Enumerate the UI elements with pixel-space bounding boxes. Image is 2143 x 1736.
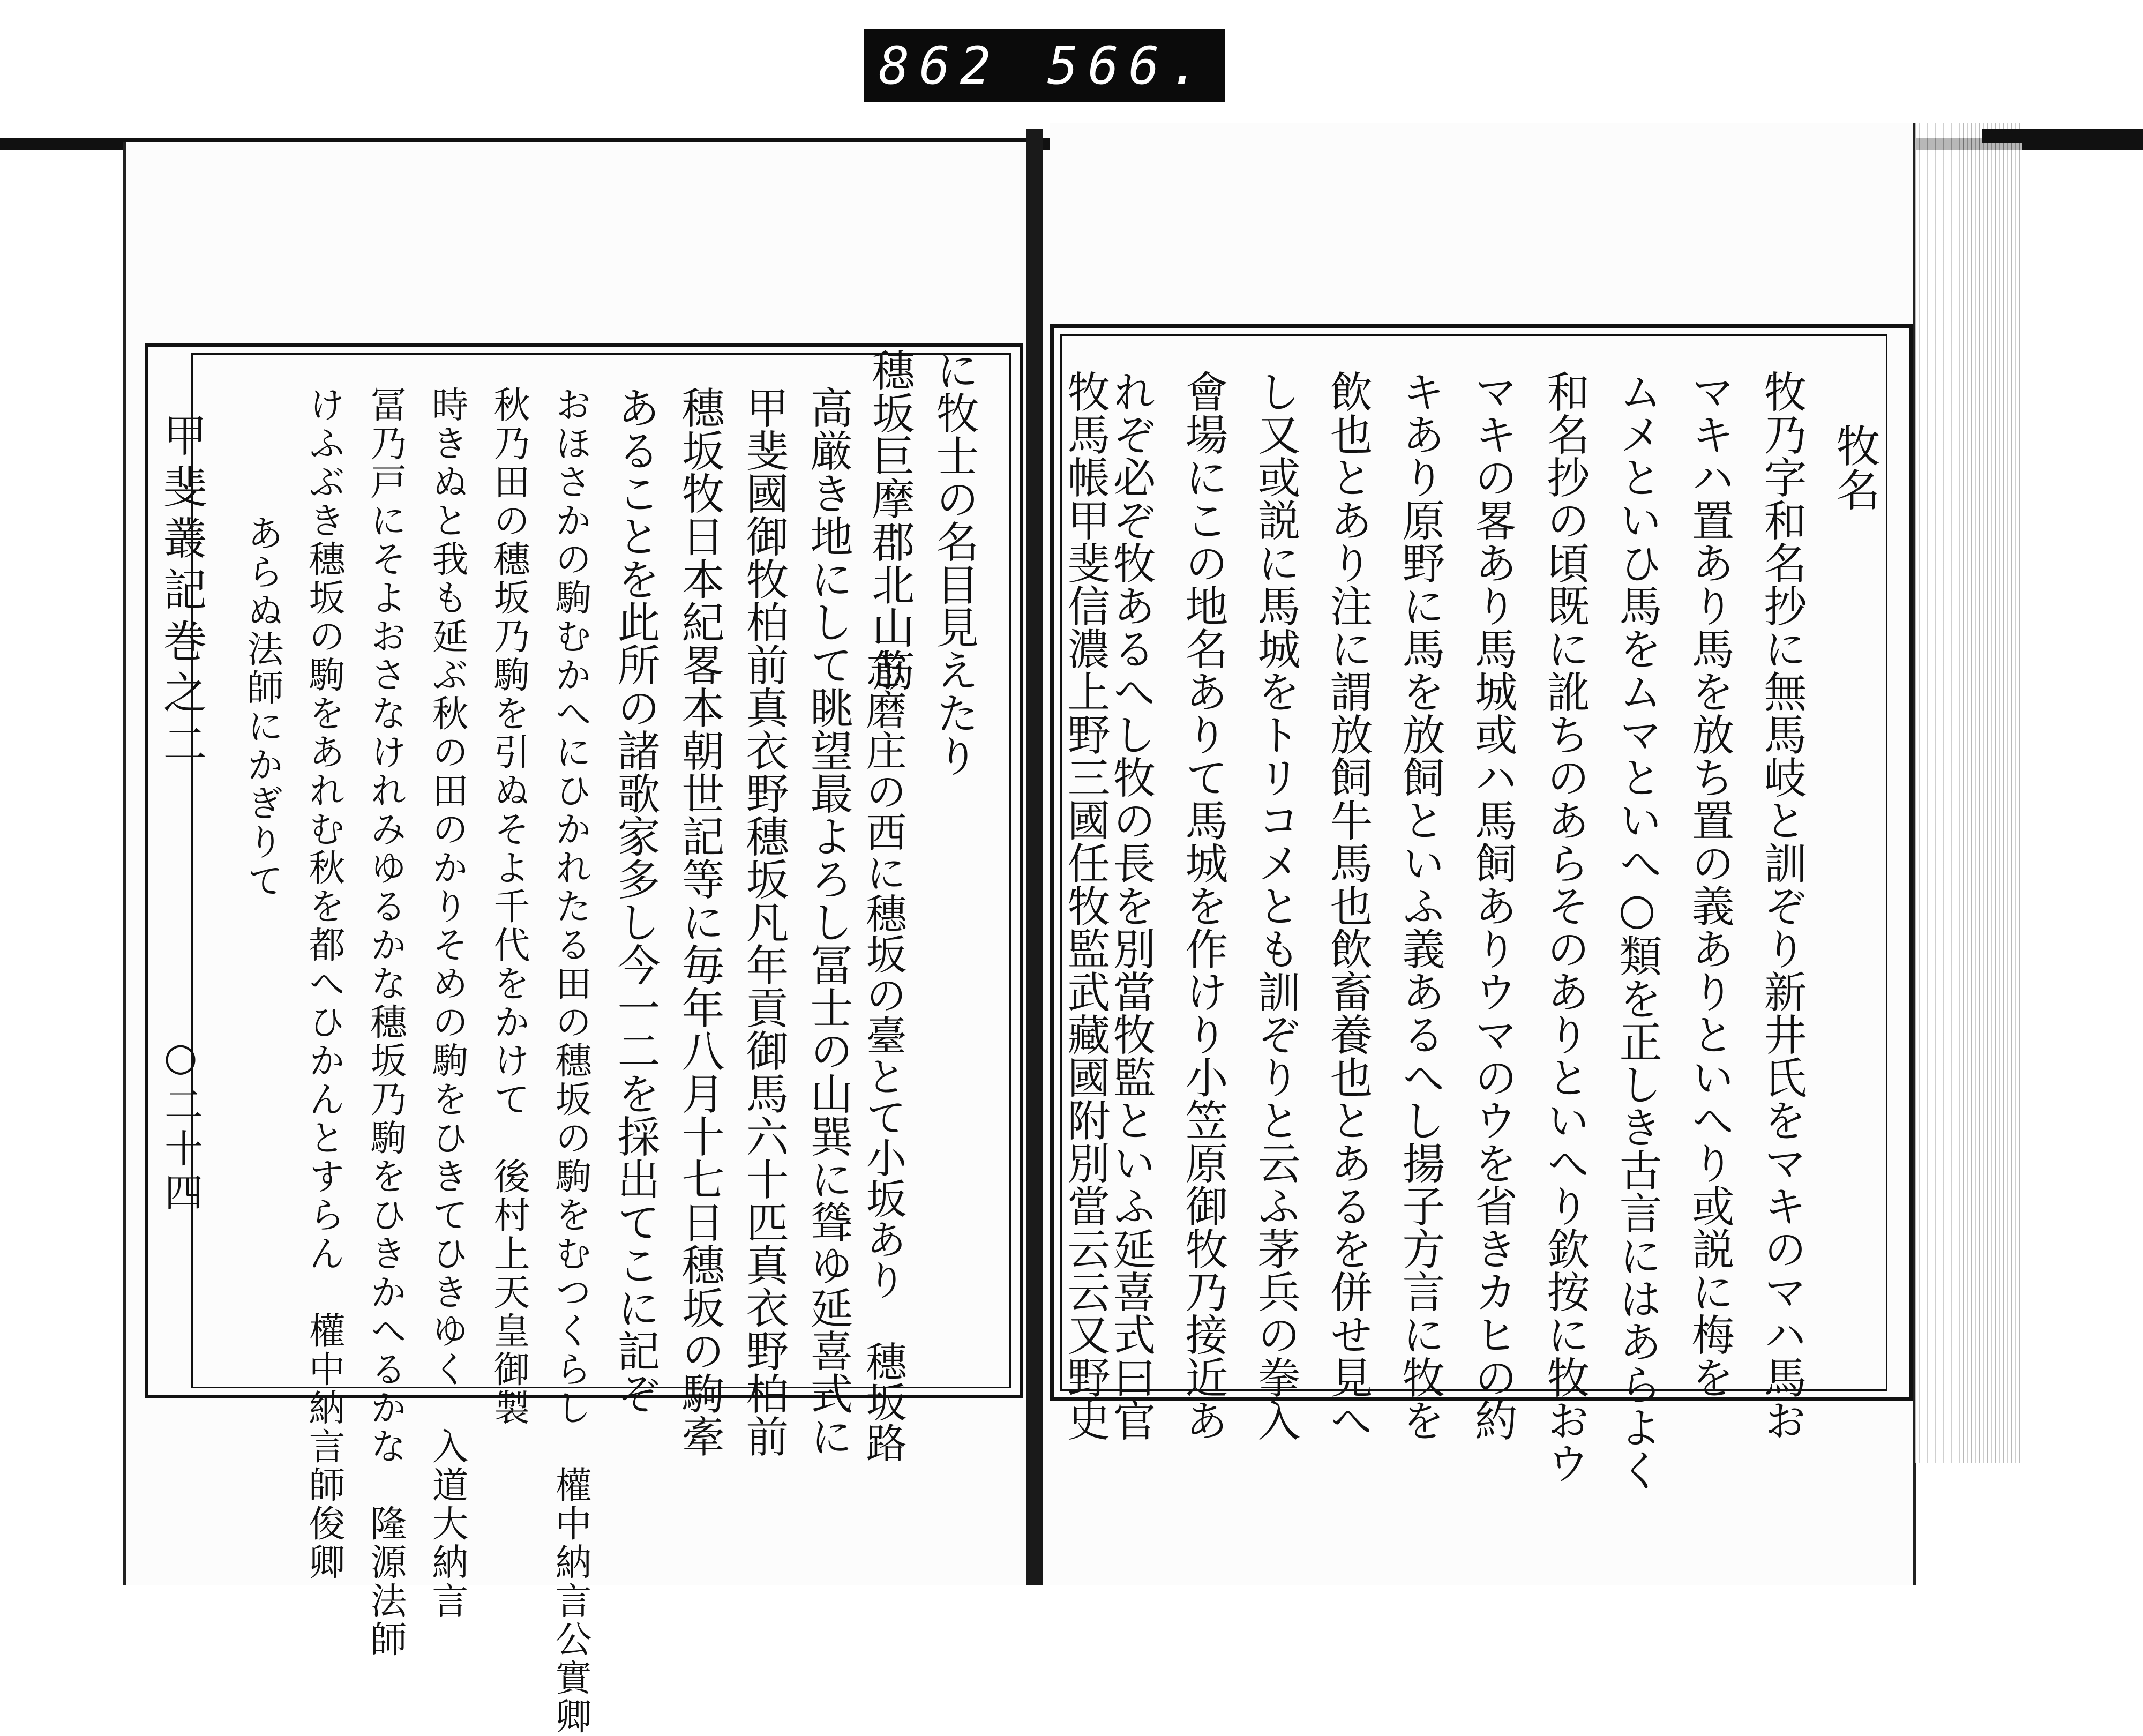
text-column: し又或説に馬城をトリコメとも訓ぞりと云ふ茅兵の拳入 <box>1250 370 1300 1441</box>
book-title-margin: 甲斐叢記巻之二 <box>156 413 207 773</box>
reel-number-left: 862 <box>879 35 1001 96</box>
text-column: 志磨庄の西に穗坂の臺とて小坂あり 穗坂路 <box>859 648 907 1463</box>
text-column: マキハ置あり馬を放ち置の義ありといへり或説に梅を <box>1684 370 1734 1398</box>
text-column: ムメといひ馬をムマといへ○類を正しき古言にはあらよく <box>1612 370 1662 1491</box>
text-column: 牧馬帳甲斐信濃上野三國任牧監武藏國附別當云云又野史 <box>1060 370 1110 1441</box>
folio-number: ○二十四 <box>158 1034 203 1216</box>
text-column: 和名抄の頃既に訛ちのあらそのありといへり欽按に牧おウ <box>1540 370 1590 1484</box>
poem-column: あらぬ法師にかぎりて <box>241 514 283 900</box>
text-column: 高厳き地にして眺望最よろし冨士の山巽に聳ゆ延喜式に <box>803 386 853 1457</box>
text-column: れぞ必ぞ牧あるへし牧の長を別當牧監といふ延喜式曰官 <box>1106 370 1156 1441</box>
poem-column: けふぶき穗坂の駒をあれむ秋を都へひかんとすらん 權中納言師俊卿 <box>303 386 345 1582</box>
reel-number-right: 566. <box>1047 35 1210 96</box>
place-heading: 穗坂巨摩郡北山筋 <box>865 348 915 691</box>
page-edges <box>1915 123 2022 1463</box>
book-gutter <box>1026 129 1043 1585</box>
text-column: 牧乃字和名抄に無馬岐と訓ぞり新井氏をマキのマハ馬お <box>1757 370 1807 1441</box>
section-heading: 牧名 <box>1829 423 1880 511</box>
text-column: マキの畧あり馬城或ハ馬飼ありウマのウを省きカヒの約 <box>1467 370 1517 1441</box>
text-column: あることを此所の諸歌家多し今一二を採出てこに記ぞ <box>610 386 660 1415</box>
page-edge-bar <box>1982 129 2143 143</box>
reel-label <box>864 29 1225 102</box>
text-column: 甲斐國御牧柏前真衣野穗坂凡年貢御馬六十匹真衣野柏前 <box>739 386 789 1457</box>
poem-column: おほさかの駒むかへにひかれたる田の穗坂の駒をむつくらし 權中納言公實卿 <box>549 386 591 1736</box>
poem-column: 時きぬと我も延ぶ秋の田のかりそめの駒をひきてひきゆく 入道大納言 <box>426 386 468 1620</box>
text-column: 穗坂牧日本紀畧本朝世記等に毎年八月十七日穗坂の駒牽 <box>675 386 724 1457</box>
text-column: 會場にこの地名ありて馬城を作けり小笠原御牧乃接近あ <box>1178 370 1228 1441</box>
poem-column: 冨乃戸にそよおさなけれみゆるかな穗坂乃駒をひきかへるかな 隆源法師 <box>364 386 407 1659</box>
text-column: キあり原野に馬を放飼といふ義あるへし揚子方言に牧を <box>1395 370 1445 1441</box>
poem-column: 秋乃田の穗坂乃駒を引ぬそよ千代をかけて 後村上天皇御製 <box>488 386 530 1427</box>
text-column: 飲也とあり注に謂放飼牛馬也飲畜養也とあるを併せ見へ <box>1323 370 1373 1441</box>
text-column: に牧士の名目見えたり <box>929 348 979 777</box>
